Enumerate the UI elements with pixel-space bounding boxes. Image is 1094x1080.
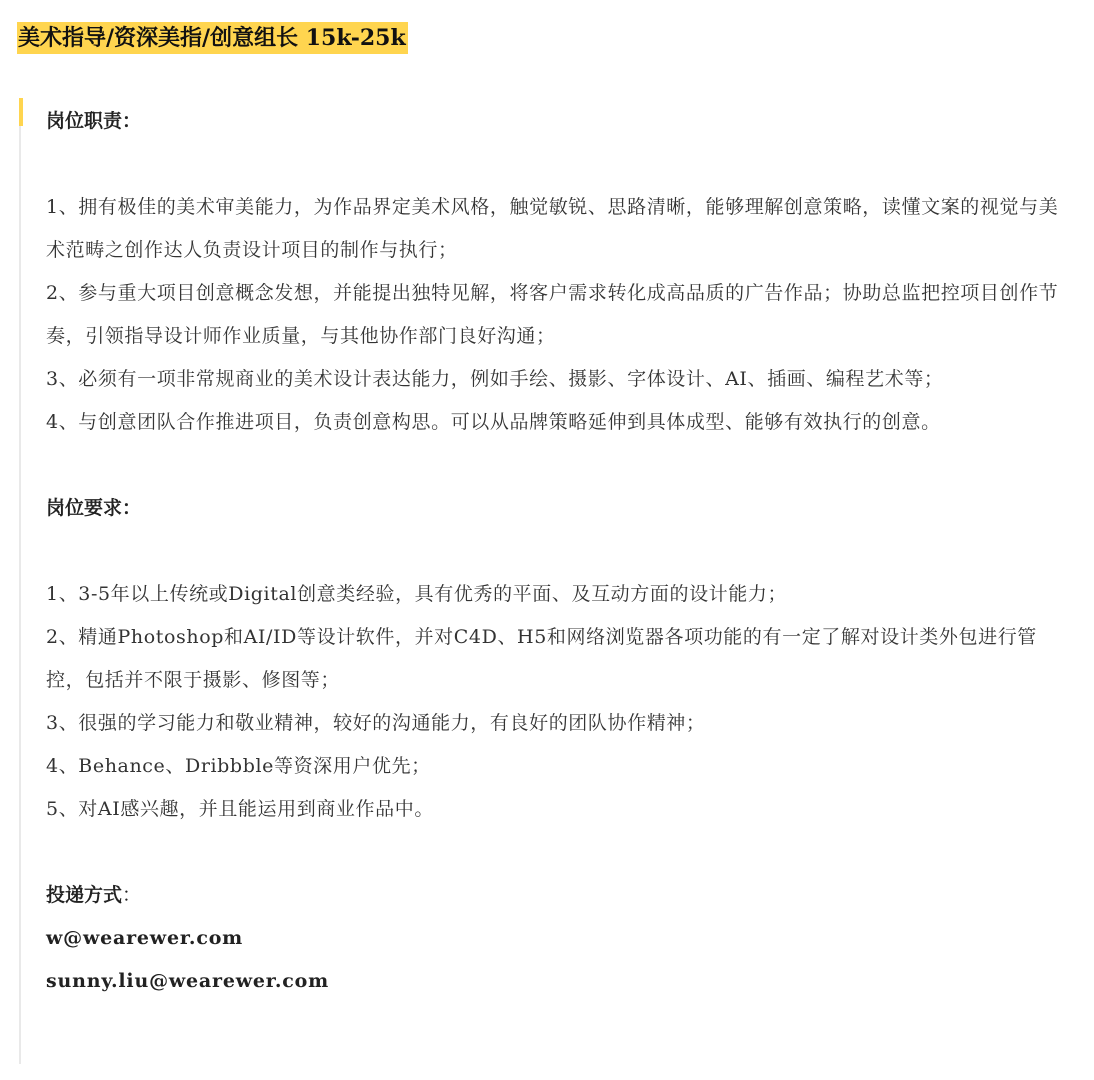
requirement-item-4: 4、Behance、Dribbble等资深用户优先； (46, 755, 431, 777)
email-1[interactable]: w@wearewer.com (46, 927, 244, 949)
spacer (46, 444, 1062, 487)
content (46, 100, 1062, 1003)
contact-heading-label: 投递方式 (46, 884, 123, 906)
contact-heading (46, 874, 1062, 917)
accent-bar (19, 98, 23, 126)
contact-heading-colon: ： (122, 884, 142, 906)
duties-heading: 岗位职责： (46, 110, 142, 132)
spacer (46, 831, 1062, 874)
requirement-item-1: 1、3-5年以上传统或Digital创意类经验，具有优秀的平面、及互动方面的设计能力； (46, 583, 788, 605)
spacer (46, 530, 1062, 573)
requirement-item-2: 2、精通Photoshop和AI/ID等设计软件，并对C4D、H5和网络浏览器各项功能的有一定了解对设计类外包进行管控，包括并不限于摄影、修图等； (46, 626, 1037, 691)
duty-item-2: 2、参与重大项目创意概念发想，并能提出独特见解，将客户需求转化成高品质的广告作品；协助总监把控项目创作节奏，引领指导设计师作业质量，与其他协作部门良好沟通； (46, 282, 1059, 347)
page-title: 美术指导/资深美指/创意组长 15k-25k (17, 22, 408, 54)
requirement-item-5: 5、对AI感兴趣，并且能运用到商业作品中。 (46, 798, 434, 820)
duty-item-1: 1、拥有极佳的美术审美能力，为作品界定美术风格，触觉敏锐、思路清晰，能够理解创意策略，读懂文案的视觉与美术范畴之创作达人负责设计项目的制作与执行； (46, 196, 1059, 261)
spacer (46, 143, 1062, 186)
email-2[interactable]: sunny.liu@wearewer.com (46, 970, 329, 992)
title-wrap (17, 22, 408, 54)
requirements-heading: 岗位要求： (46, 497, 142, 519)
duty-item-4: 4、与创意团队合作推进项目，负责创意构思。可以从品牌策略延伸到具体成型、能够有效执行的创意。 (46, 411, 941, 433)
requirement-item-3: 3、很强的学习能力和敬业精神，较好的沟通能力，有良好的团队协作精神； (46, 712, 706, 734)
side-line (19, 126, 21, 1064)
duty-item-3: 3、必须有一项非常规商业的美术设计表达能力，例如手绘、摄影、字体设计、AI、插画、编程艺术等； (46, 368, 944, 390)
